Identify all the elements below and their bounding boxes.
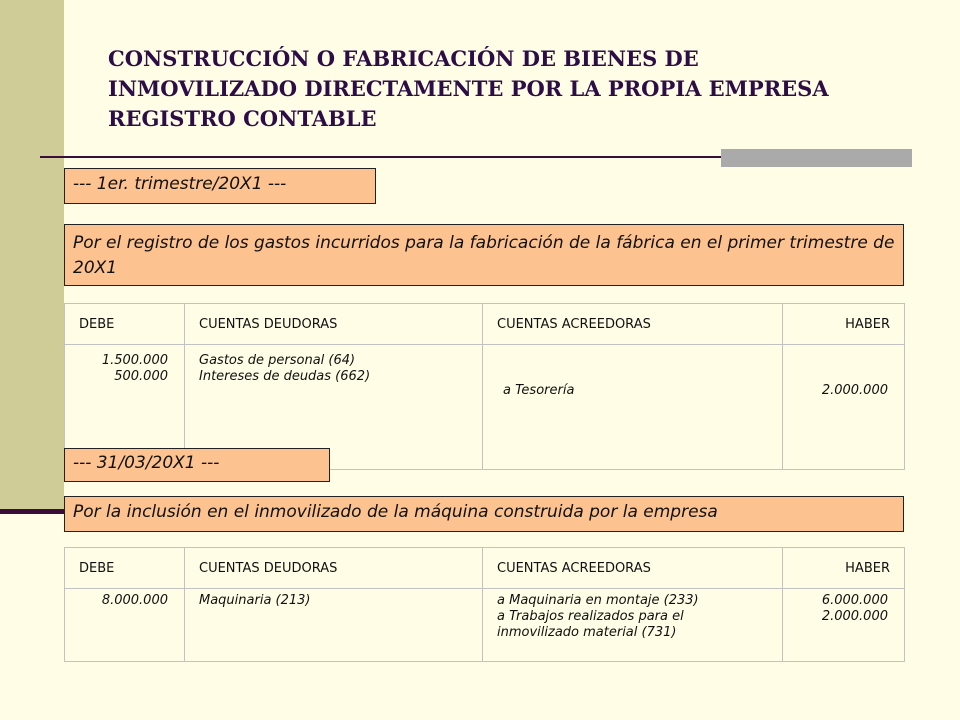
- debe-amount: 8.000.000: [101, 593, 168, 608]
- section2-date-label: --- 31/03/20X1 ---: [64, 448, 330, 482]
- title-line-1: CONSTRUCCIÓN O FABRICACIÓN DE BIENES DE: [108, 46, 699, 71]
- section1-description: Por el registro de los gastos incurridos para la fabricación de la fábrica en el primer trimestre de 20X1: [64, 224, 904, 286]
- header-cuentas-acreedoras: CUENTAS ACREEDORAS: [483, 304, 783, 345]
- debe-amount: 1.500.000: [101, 353, 168, 368]
- debit-account: Intereses de deudas (662): [199, 369, 371, 384]
- credit-account: a Maquinaria en montaje (233): [497, 593, 699, 608]
- credit-account: a Tesorería: [503, 383, 575, 398]
- divider-accent-block: [721, 149, 912, 167]
- header-debe: DEBE: [65, 304, 185, 345]
- table-row: [65, 589, 905, 662]
- header-cuentas-deudoras: CUENTAS DEUDORAS: [185, 304, 483, 345]
- page-title: [108, 44, 908, 134]
- debe-amount: 500.000: [114, 369, 168, 384]
- credit-account: a Trabajos realizados para el: [497, 609, 684, 624]
- haber-amount: 2.000.000: [821, 383, 888, 398]
- header-cuentas-deudoras: CUENTAS DEUDORAS: [185, 548, 483, 589]
- sidebar-decoration: [0, 0, 64, 512]
- debe-cell: [65, 589, 185, 662]
- debit-account: Gastos de personal (64): [199, 353, 356, 368]
- section2-description: Por la inclusión en el inmovilizado de la máquina construida por la empresa: [64, 496, 904, 532]
- sidebar-accent-line: [0, 509, 68, 514]
- haber-amount: 2.000.000: [821, 609, 888, 624]
- credit-account: inmovilizado material (731): [497, 625, 677, 640]
- header-haber: HABER: [783, 304, 905, 345]
- table-header-row: [65, 304, 905, 345]
- journal-entry-table-2: [64, 547, 905, 662]
- acreedoras-cell: [483, 345, 783, 470]
- journal-entry-table-1: [64, 303, 905, 470]
- header-cuentas-acreedoras: CUENTAS ACREEDORAS: [483, 548, 783, 589]
- debit-account: Maquinaria (213): [199, 593, 311, 608]
- title-line-3: REGISTRO CONTABLE: [108, 106, 377, 131]
- acreedoras-cell: [483, 589, 783, 662]
- haber-cell: [783, 589, 905, 662]
- deudoras-cell: [185, 589, 483, 662]
- header-debe: DEBE: [65, 548, 185, 589]
- haber-cell: [783, 345, 905, 470]
- haber-amount: 6.000.000: [821, 593, 888, 608]
- title-line-2: INMOVILIZADO DIRECTAMENTE POR LA PROPIA EMPRESA: [108, 76, 829, 101]
- header-haber: HABER: [783, 548, 905, 589]
- table-header-row: [65, 548, 905, 589]
- section1-date-label: --- 1er. trimestre/20X1 ---: [64, 168, 376, 204]
